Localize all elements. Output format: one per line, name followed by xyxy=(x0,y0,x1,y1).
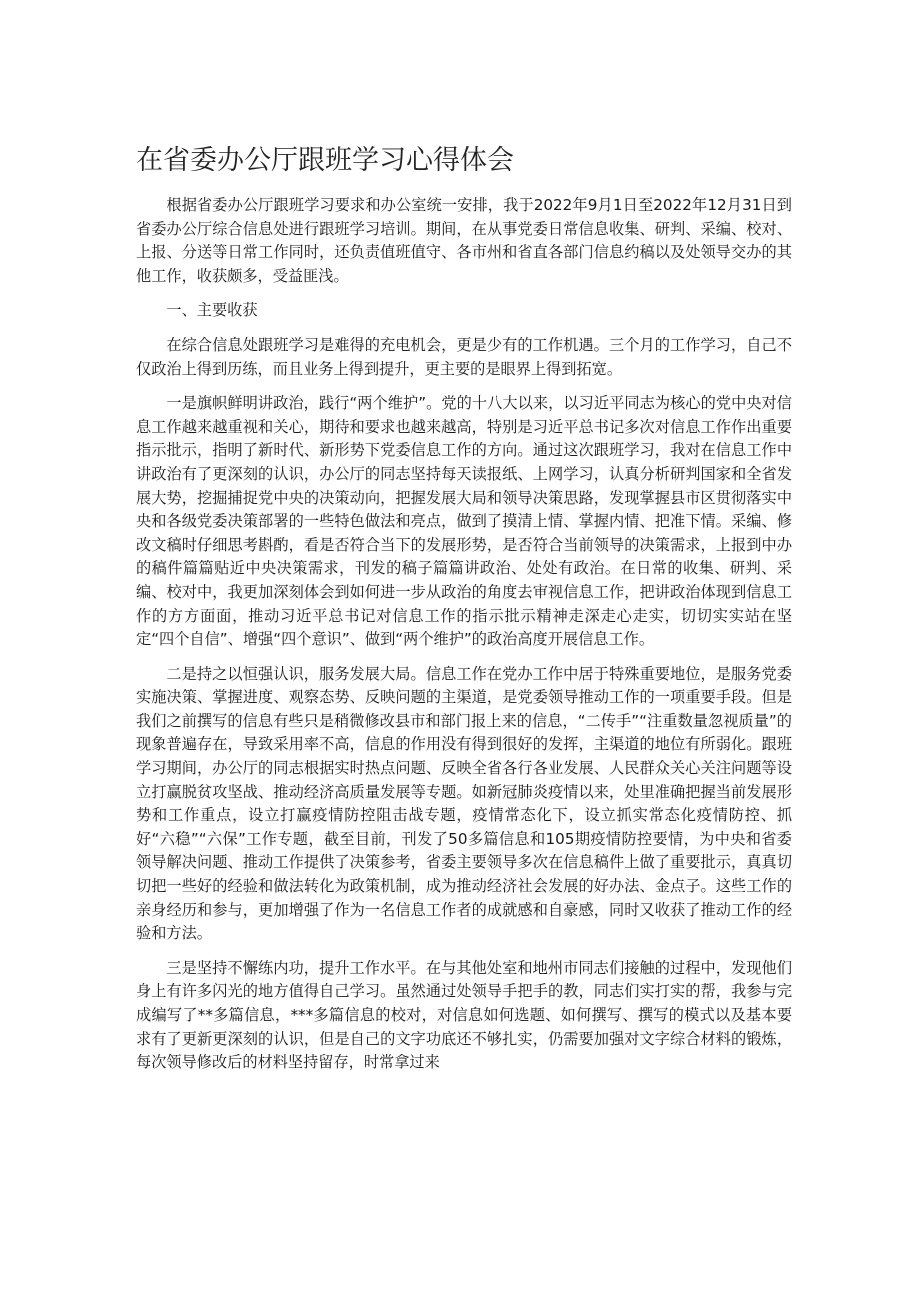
page-title: 在省委办公厅跟班学习心得体会 xyxy=(136,145,514,176)
body-paragraph: 在综合信息处跟班学习是难得的充电机会，更是少有的工作机遇。三个月的工作学习，自己不仅政治上得到历练，而且业务上得到提升，更主要的是眼界上得到拓宽。 xyxy=(136,335,792,378)
body-paragraph: 二是持之以恒强认识，服务发展大局。信息工作在党办工作中居于特殊重要地位，是服务党委实施决策、掌握进度、观察态势、反映问题的主渠道，是党委领导推动工作的一项重要手段。但是我们之前撰写的信息有些只是稍微修改县市和部门报上来的信息，“二传手”“注重数量忽视质量”的现象普遍存在，导致采用率不高，信息的作用没有得到很好的发挥，主渠道的地位有所弱化。跟班学习期间，办公厅的同志根据实时热点问题、反映全省各行各业发展、人民群众关心关注问题等设立打赢脱贫攻坚战、推动经济高质量发展等专题。如新冠肺炎疫情以来，处里准确把握当前发展形势和工作重点，设立打赢疫情防控阻击战专题，疫情常态化下，设立抓实常态化疫情防控、抓好“六稳”“六保”工作专题，截至目前，刊发了50多篇信息和105期疫情防控要情，为中央和省委领导解决问题、推动工作提供了决策参考，省委主要领导多次在信息稿件上做了重要批示，真真切切把一些好的经验和做法转化为政策机制，成为推动经济社会发展的好办法、金点子。这些工作的亲身经历和参与，更加增强了作为一名信息工作者的成就感和自豪感，同时又收获了推动工作的经验和方法。 xyxy=(136,664,792,943)
intro-paragraph: 根据省委办公厅跟班学习要求和办公室统一安排，我于2022年9月1日至2022年12月31日到省委办公厅综合信息处进行跟班学习培训。期间，在从事党委日常信息收集、研判、采编、校对、上报、分送等日常工作同时，还负责值班值守、各市州和省直各部门信息约稿以及处领导交办的其他工作，收获颇多，受益匪浅。 xyxy=(136,196,792,285)
body-paragraph: 一是旗帜鲜明讲政治，践行“两个维护”。党的十八大以来，以习近平同志为核心的党中央对信息工作越来越重视和关心，期待和要求也越来越高，特别是习近平总书记多次对信息工作作出重要指示批示，指明了新时代、新形势下党委信息工作的方向。通过这次跟班学习，我对在信息工作中讲政治有了更深刻的认识，办公厅的同志坚持每天读报纸、上网学习，认真分析研判国家和全省发展大势，挖掘捕捉党中央的决策动向，把握发展大局和领导决策思路，发现掌握县市区贯彻落实中央和各级党委决策部署的一些特色做法和亮点，做到了摸清上情、掌握内情、把准下情。采编、修改文稿时仔细思考斟酌，看是否符合当下的发展形势，是否符合当前领导的决策需求，上报到中办的稿件篇篇贴近中央决策需求，刊发的稿子篇篇讲政治、处处有政治。在日常的收集、研判、采编、校对中，我更加深刻体会到如何进一步从政治的角度去审视信息工作，把讲政治体现到信息工作的方方面面，推动习近平总书记对信息工作的指示批示精神走深走心走实，切切实实站在坚定“四个自信”、增强“四个意识”、做到“两个维护”的政治高度开展信息工作。 xyxy=(136,394,792,649)
body-paragraph: 三是坚持不懈练内功，提升工作水平。在与其他处室和地州市同志们接触的过程中，发现他们身上有许多闪光的地方值得自己学习。虽然通过处领导手把手的教，同志们实打实的帮，我参与完成编写了**多篇信息，***多篇信息的校对，对信息如何选题、如何撰写、撰写的模式以及基本要求有了更新更深刻的认识，但是自己的文字功底还不够扎实，仍需要加强对文字综合材料的锻炼，每次领导修改后的材料坚持留存，时常拿过来 xyxy=(136,958,792,1072)
document-body xyxy=(136,194,792,1086)
section-heading: 一、主要收获 xyxy=(166,301,258,320)
